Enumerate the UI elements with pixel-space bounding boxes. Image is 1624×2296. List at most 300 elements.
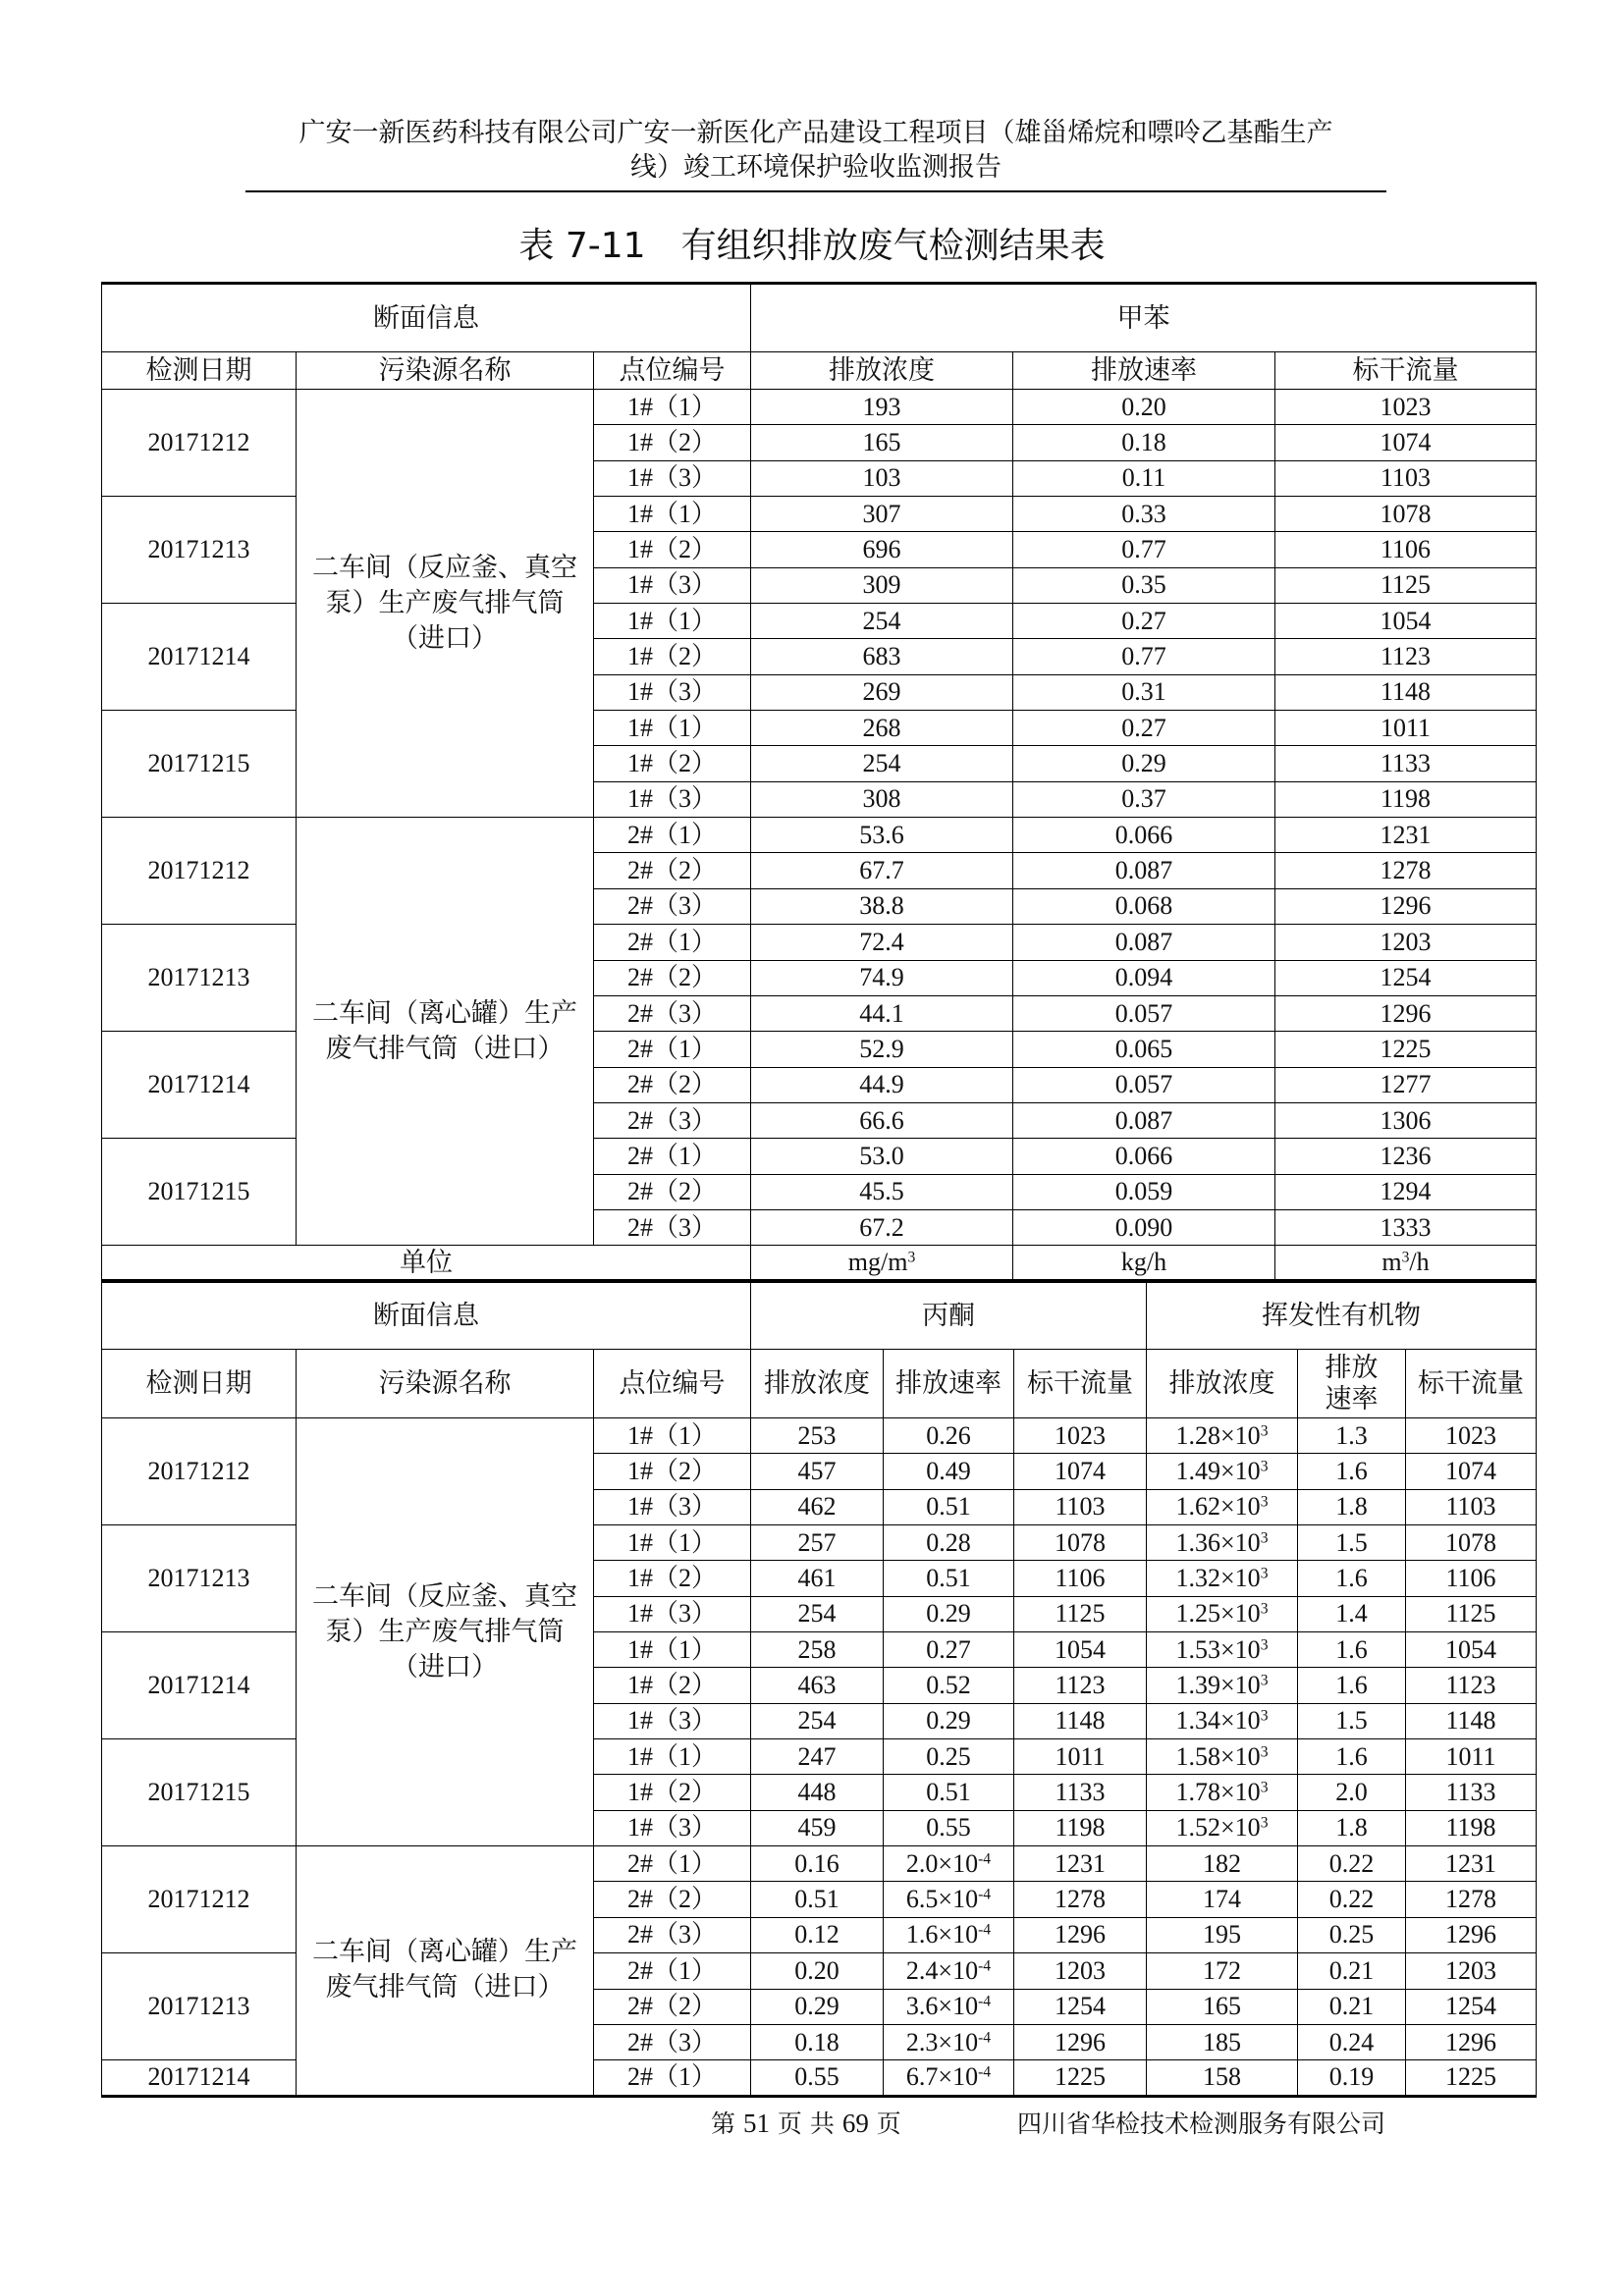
voc-concentration-exponent: 3	[1260, 1743, 1269, 1761]
concentration-cell: 308	[751, 781, 1013, 817]
acetone-rate-exponent: -4	[978, 1850, 992, 1868]
voc-flow-cell: 1011	[1406, 1739, 1537, 1775]
concentration-cell: 74.9	[751, 960, 1013, 995]
voc-concentration-cell	[1147, 1596, 1298, 1631]
point-cell: 1#（2）	[594, 425, 751, 460]
acetone-rate-cell	[884, 1917, 1014, 1952]
acetone-rate-cell: 0.27	[884, 1632, 1014, 1668]
section-info-header: 断面信息	[102, 1283, 751, 1350]
toluene-table	[101, 282, 1537, 1282]
concentration-cell: 254	[751, 746, 1013, 781]
point-cell: 2#（3）	[594, 2024, 751, 2059]
point-cell: 1#（2）	[594, 1454, 751, 1489]
acetone-concentration-cell: 0.51	[751, 1882, 884, 1917]
acetone-flow-cell: 1054	[1014, 1632, 1147, 1668]
acetone-concentration-cell: 463	[751, 1668, 884, 1703]
acetone-rate-cell: 0.51	[884, 1489, 1014, 1524]
rate-cell: 0.068	[1013, 888, 1275, 924]
point-cell: 1#（1）	[594, 390, 751, 425]
rate-cell: 0.094	[1013, 960, 1275, 995]
rate-cell: 0.37	[1013, 781, 1275, 817]
unit-flow: $m^3/h$	[1275, 1246, 1537, 1281]
point-cell: 1#（2）	[594, 1668, 751, 1703]
point-cell: 2#（3）	[594, 1209, 751, 1245]
acetone-group-header: 丙酮	[751, 1283, 1147, 1350]
voc-rate-cell: 0.22	[1298, 1882, 1406, 1917]
concentration-cell: 53.6	[751, 818, 1013, 853]
flow-cell: 1306	[1275, 1102, 1537, 1138]
voc-concentration-exponent: 3	[1260, 1707, 1269, 1725]
acetone-concentration-cell: 457	[751, 1454, 884, 1489]
voc-rate-cell: 0.19	[1298, 2060, 1406, 2096]
flow-cell: 1254	[1275, 960, 1537, 995]
point-cell: 2#（1）	[594, 818, 751, 853]
acetone-concentration-cell: 254	[751, 1703, 884, 1738]
voc-flow-cell: 1198	[1406, 1810, 1537, 1845]
point-cell: 1#（2）	[594, 639, 751, 674]
point-cell: 1#（3）	[594, 1810, 751, 1845]
acetone-rate-cell: 0.29	[884, 1596, 1014, 1631]
col-header-rate: 排放速率	[1013, 352, 1275, 390]
concentration-cell: 66.6	[751, 1102, 1013, 1138]
voc-concentration-exponent: 3	[1260, 1814, 1269, 1832]
source-cell	[297, 818, 594, 1246]
acetone-concentration-cell: 247	[751, 1739, 884, 1775]
table-row	[102, 390, 1537, 425]
voc-concentration-cell: 182	[1147, 1846, 1298, 1882]
point-cell: 1#（1）	[594, 604, 751, 639]
flow-cell: 1123	[1275, 639, 1537, 674]
flow-cell: 1148	[1275, 674, 1537, 710]
concentration-cell: 309	[751, 567, 1013, 603]
voc-rate-cell: 1.8	[1298, 1489, 1406, 1524]
date-cell: 20171213	[102, 1953, 297, 2060]
acetone-concentration-cell: 461	[751, 1561, 884, 1596]
acetone-concentration-cell: 0.29	[751, 1989, 884, 2024]
table-row	[102, 818, 1537, 853]
acetone-flow-cell: 1296	[1014, 1917, 1147, 1952]
voc-concentration-cell	[1147, 1810, 1298, 1845]
col-header-acetone-rate: 排放速率	[884, 1350, 1014, 1418]
flow-cell: 1103	[1275, 460, 1537, 496]
rate-cell: 0.33	[1013, 497, 1275, 532]
acetone-concentration-cell: 0.12	[751, 1917, 884, 1952]
date-cell: 20171214	[102, 1632, 297, 1739]
col-header-voc-flow: 标干流量	[1406, 1350, 1537, 1418]
rate-cell: 0.057	[1013, 995, 1275, 1031]
date-cell: 20171215	[102, 711, 297, 818]
acetone-flow-cell: 1103	[1014, 1489, 1147, 1524]
point-cell: 2#（1）	[594, 1032, 751, 1067]
date-cell: 20171215	[102, 1139, 297, 1246]
point-cell: 1#（2）	[594, 746, 751, 781]
voc-flow-cell: 1125	[1406, 1596, 1537, 1631]
concentration-cell: 67.2	[751, 1209, 1013, 1245]
voc-concentration-mantissa: 1.62×10	[1175, 1492, 1261, 1522]
acetone-concentration-cell: 0.18	[751, 2024, 884, 2059]
voc-concentration-cell	[1147, 1561, 1298, 1596]
concentration-cell: 683	[751, 639, 1013, 674]
concentration-cell: 307	[751, 497, 1013, 532]
acetone-rate-cell: 0.51	[884, 1561, 1014, 1596]
acetone-rate-mantissa: 6.5×10	[905, 1885, 979, 1914]
concentration-cell: 44.9	[751, 1067, 1013, 1102]
acetone-rate-exponent: -4	[978, 1957, 992, 1975]
voc-concentration-mantissa: 1.58×10	[1175, 1741, 1261, 1771]
rate-cell: 0.77	[1013, 639, 1275, 674]
point-cell: 2#（1）	[594, 1139, 751, 1174]
concentration-cell: 696	[751, 532, 1013, 567]
acetone-concentration-cell: 462	[751, 1489, 884, 1524]
date-cell: 20171214	[102, 604, 297, 711]
voc-concentration-cell: 174	[1147, 1882, 1298, 1917]
acetone-rate-exponent: -4	[978, 1921, 992, 1939]
flow-cell: 1125	[1275, 567, 1537, 603]
acetone-flow-cell: 1198	[1014, 1810, 1147, 1845]
acetone-rate-cell	[884, 2024, 1014, 2059]
date-cell: 20171214	[102, 1032, 297, 1139]
voc-concentration-mantissa: 1.36×10	[1175, 1527, 1261, 1557]
voc-concentration-exponent: 3	[1260, 1565, 1269, 1582]
flow-cell: 1198	[1275, 781, 1537, 817]
acetone-concentration-cell: 0.16	[751, 1846, 884, 1882]
voc-concentration-cell	[1147, 1739, 1298, 1775]
acetone-rate-cell: 0.29	[884, 1703, 1014, 1738]
voc-concentration-cell: 165	[1147, 1989, 1298, 2024]
acetone-rate-mantissa: 2.3×10	[905, 2027, 979, 2056]
voc-flow-cell: 1296	[1406, 1917, 1537, 1952]
point-cell: 1#（1）	[594, 1739, 751, 1775]
voc-flow-cell: 1078	[1406, 1525, 1537, 1561]
point-cell: 1#（3）	[594, 1703, 751, 1738]
voc-flow-cell: 1054	[1406, 1632, 1537, 1668]
toluene-group-header: 甲苯	[751, 284, 1537, 352]
voc-concentration-cell	[1147, 1632, 1298, 1668]
flow-cell: 1133	[1275, 746, 1537, 781]
acetone-flow-cell: 1254	[1014, 1989, 1147, 2024]
point-cell: 2#（1）	[594, 925, 751, 960]
point-cell: 2#（2）	[594, 960, 751, 995]
flow-cell: 1106	[1275, 532, 1537, 567]
rate-cell: 0.066	[1013, 1139, 1275, 1174]
acetone-rate-cell	[884, 2060, 1014, 2096]
voc-flow-cell: 1254	[1406, 1989, 1537, 2024]
acetone-concentration-cell: 257	[751, 1525, 884, 1561]
point-cell: 1#（1）	[594, 1632, 751, 1668]
flow-cell: 1294	[1275, 1174, 1537, 1209]
voc-concentration-exponent: 3	[1260, 1636, 1269, 1654]
voc-rate-cell: 1.3	[1298, 1418, 1406, 1454]
col-header-voc-concentration: 排放浓度	[1147, 1350, 1298, 1418]
point-cell: 1#（3）	[594, 781, 751, 817]
acetone-flow-cell: 1231	[1014, 1846, 1147, 1882]
voc-concentration-mantissa: 1.32×10	[1175, 1564, 1261, 1593]
flow-cell: 1296	[1275, 888, 1537, 924]
voc-group-header: 挥发性有机物	[1147, 1283, 1537, 1350]
date-cell: 20171213	[102, 925, 297, 1032]
acetone-rate-cell	[884, 1989, 1014, 2024]
voc-concentration-mantissa: 1.34×10	[1175, 1706, 1261, 1735]
point-cell: 2#（3）	[594, 1917, 751, 1952]
voc-concentration-exponent: 3	[1260, 1458, 1269, 1475]
voc-rate-cell: 1.8	[1298, 1810, 1406, 1845]
voc-concentration-exponent: 3	[1260, 1600, 1269, 1618]
date-cell: 20171212	[102, 1418, 297, 1525]
rate-cell: 0.31	[1013, 674, 1275, 710]
acetone-flow-cell: 1074	[1014, 1454, 1147, 1489]
point-cell: 2#（3）	[594, 1102, 751, 1138]
voc-concentration-cell	[1147, 1775, 1298, 1810]
point-cell: 1#（1）	[594, 1525, 751, 1561]
concentration-cell: 45.5	[751, 1174, 1013, 1209]
date-cell: 20171215	[102, 1739, 297, 1846]
voc-rate-cell: 1.5	[1298, 1703, 1406, 1738]
voc-concentration-cell: 185	[1147, 2024, 1298, 2059]
voc-flow-cell: 1278	[1406, 1882, 1537, 1917]
date-cell: 20171212	[102, 818, 297, 925]
rate-cell: 0.20	[1013, 390, 1275, 425]
voc-flow-cell: 1296	[1406, 2024, 1537, 2059]
acetone-concentration-cell: 253	[751, 1418, 884, 1454]
col-header-acetone-flow: 标干流量	[1014, 1350, 1147, 1418]
point-cell: 1#（3）	[594, 567, 751, 603]
acetone-rate-cell: 0.52	[884, 1668, 1014, 1703]
col-header-source: 污染源名称	[297, 352, 594, 390]
acetone-concentration-cell: 0.20	[751, 1953, 884, 1989]
point-cell: 1#（2）	[594, 1775, 751, 1810]
table-row	[102, 1846, 1537, 1882]
rate-cell: 0.057	[1013, 1067, 1275, 1102]
voc-flow-cell: 1225	[1406, 2060, 1537, 2096]
point-cell: 1#（1）	[594, 1418, 751, 1454]
acetone-flow-cell: 1296	[1014, 2024, 1147, 2059]
voc-flow-cell: 1231	[1406, 1846, 1537, 1882]
acetone-concentration-cell: 254	[751, 1596, 884, 1631]
voc-rate-cell: 1.6	[1298, 1454, 1406, 1489]
voc-flow-cell: 1123	[1406, 1668, 1537, 1703]
voc-rate-cell: 0.25	[1298, 1917, 1406, 1952]
acetone-rate-mantissa: 6.7×10	[905, 2062, 979, 2092]
rate-cell: 0.065	[1013, 1032, 1275, 1067]
concentration-cell: 269	[751, 674, 1013, 710]
voc-concentration-mantissa: 1.28×10	[1175, 1420, 1261, 1450]
acetone-concentration-cell: 448	[751, 1775, 884, 1810]
source-name: 二车间（反应釜、真空泵）生产废气排气筒（进口）	[312, 1580, 577, 1682]
voc-rate-cell: 0.24	[1298, 2024, 1406, 2059]
voc-flow-cell: 1074	[1406, 1454, 1537, 1489]
point-cell: 2#（1）	[594, 1846, 751, 1882]
voc-flow-cell: 1203	[1406, 1953, 1537, 1989]
unit-label: 单位	[102, 1246, 751, 1281]
voc-concentration-mantissa: 1.52×10	[1175, 1813, 1261, 1842]
acetone-flow-cell: 1133	[1014, 1775, 1147, 1810]
voc-rate-cell: 2.0	[1298, 1775, 1406, 1810]
acetone-flow-cell: 1278	[1014, 1882, 1147, 1917]
point-cell: 1#（2）	[594, 1561, 751, 1596]
flow-cell: 1011	[1275, 711, 1537, 746]
source-cell	[297, 390, 594, 818]
date-cell: 20171214	[102, 2060, 297, 2096]
col-header-point: 点位编号	[594, 1350, 751, 1418]
acetone-rate-mantissa: 1.6×10	[905, 1920, 979, 1949]
report-header-line2: 线）竣工环境保护验收监测报告	[630, 152, 1001, 183]
col-header-source: 污染源名称	[297, 1350, 594, 1418]
concentration-cell: 103	[751, 460, 1013, 496]
date-cell: 20171213	[102, 1525, 297, 1632]
rate-cell: 0.18	[1013, 425, 1275, 460]
voc-concentration-exponent: 3	[1260, 1779, 1269, 1796]
point-cell: 2#（2）	[594, 1882, 751, 1917]
acetone-rate-mantissa: 3.6×10	[905, 1992, 979, 2021]
acetone-flow-cell: 1203	[1014, 1953, 1147, 1989]
col-header-acetone-concentration: 排放浓度	[751, 1350, 884, 1418]
rate-cell: 0.29	[1013, 746, 1275, 781]
table-title: 表 7-11 有组织排放废气检测结果表	[518, 226, 1106, 266]
voc-rate-cell: 0.21	[1298, 1989, 1406, 2024]
rate-cell: 0.27	[1013, 711, 1275, 746]
source-cell	[297, 1418, 594, 1846]
acetone-rate-cell	[884, 1846, 1014, 1882]
acetone-flow-cell: 1023	[1014, 1418, 1147, 1454]
voc-flow-cell: 1023	[1406, 1418, 1537, 1454]
source-name: 二车间（离心罐）生产废气排气筒（进口）	[312, 1937, 577, 2003]
report-header-line1: 广安一新医药科技有限公司广安一新医化产品建设工程项目（雄甾烯烷和嘌呤乙基酯生产	[298, 118, 1333, 148]
source-name: 二车间（离心罐）生产废气排气筒（进口）	[312, 997, 577, 1064]
point-cell: 2#（1）	[594, 1953, 751, 1989]
flow-cell: 1078	[1275, 497, 1537, 532]
flow-cell: 1236	[1275, 1139, 1537, 1174]
acetone-rate-cell	[884, 1953, 1014, 1989]
flow-cell: 1278	[1275, 853, 1537, 888]
point-cell: 1#（3）	[594, 1596, 751, 1631]
concentration-cell: 52.9	[751, 1032, 1013, 1067]
voc-rate-cell: 1.5	[1298, 1525, 1406, 1561]
acetone-rate-mantissa: 2.0×10	[905, 1848, 979, 1878]
voc-concentration-cell: 172	[1147, 1953, 1298, 1989]
unit-rate: kg/h	[1013, 1246, 1275, 1281]
voc-concentration-exponent: 3	[1260, 1422, 1269, 1440]
voc-concentration-cell	[1147, 1489, 1298, 1524]
acetone-rate-cell: 0.25	[884, 1739, 1014, 1775]
acetone-rate-exponent: -4	[978, 1993, 992, 2010]
unit-concentration: $mg/m^3$	[751, 1246, 1013, 1281]
col-header-concentration: 排放浓度	[751, 352, 1013, 390]
col-header-point: 点位编号	[594, 352, 751, 390]
acetone-concentration-cell: 258	[751, 1632, 884, 1668]
rate-cell: 0.087	[1013, 1102, 1275, 1138]
acetone-flow-cell: 1106	[1014, 1561, 1147, 1596]
acetone-concentration-cell: 0.55	[751, 2060, 884, 2096]
acetone-flow-cell: 1225	[1014, 2060, 1147, 2096]
col-header-voc-rate: 排放速率	[1298, 1350, 1406, 1418]
concentration-cell: 254	[751, 604, 1013, 639]
acetone-flow-cell: 1125	[1014, 1596, 1147, 1631]
voc-concentration-cell	[1147, 1525, 1298, 1561]
acetone-concentration-cell: 459	[751, 1810, 884, 1845]
voc-concentration-cell: 195	[1147, 1917, 1298, 1952]
flow-cell: 1296	[1275, 995, 1537, 1031]
rate-cell: 0.77	[1013, 532, 1275, 567]
flow-cell: 1225	[1275, 1032, 1537, 1067]
point-cell: 2#（3）	[594, 995, 751, 1031]
flow-cell: 1074	[1275, 425, 1537, 460]
date-cell: 20171213	[102, 497, 297, 604]
acetone-rate-exponent: -4	[978, 2063, 992, 2081]
acetone-rate-cell	[884, 1882, 1014, 1917]
source-cell	[297, 1846, 594, 2096]
voc-concentration-mantissa: 1.25×10	[1175, 1599, 1261, 1629]
voc-concentration-cell	[1147, 1454, 1298, 1489]
concentration-cell: 44.1	[751, 995, 1013, 1031]
concentration-cell: 38.8	[751, 888, 1013, 924]
voc-concentration-cell: 158	[1147, 2060, 1298, 2096]
acetone-flow-cell: 1011	[1014, 1739, 1147, 1775]
date-cell: 20171212	[102, 1846, 297, 1953]
acetone-rate-exponent: -4	[978, 2028, 992, 2046]
rate-cell: 0.27	[1013, 604, 1275, 639]
acetone-rate-cell: 0.28	[884, 1525, 1014, 1561]
voc-flow-cell: 1106	[1406, 1561, 1537, 1596]
point-cell: 1#（2）	[594, 532, 751, 567]
voc-rate-cell: 1.6	[1298, 1561, 1406, 1596]
acetone-flow-cell: 1123	[1014, 1668, 1147, 1703]
rate-cell: 0.087	[1013, 925, 1275, 960]
point-cell: 1#（1）	[594, 711, 751, 746]
voc-concentration-cell	[1147, 1703, 1298, 1738]
concentration-cell: 193	[751, 390, 1013, 425]
voc-concentration-mantissa: 1.49×10	[1175, 1457, 1261, 1486]
voc-concentration-mantissa: 1.53×10	[1175, 1634, 1261, 1664]
concentration-cell: 53.0	[751, 1139, 1013, 1174]
flow-cell: 1277	[1275, 1067, 1537, 1102]
acetone-rate-cell: 0.51	[884, 1775, 1014, 1810]
concentration-cell: 72.4	[751, 925, 1013, 960]
acetone-rate-exponent: -4	[978, 1886, 992, 1903]
point-cell: 2#（1）	[594, 2060, 751, 2096]
concentration-cell: 165	[751, 425, 1013, 460]
flow-cell: 1231	[1275, 818, 1537, 853]
point-cell: 2#（3）	[594, 888, 751, 924]
rate-cell: 0.35	[1013, 567, 1275, 603]
voc-flow-cell: 1148	[1406, 1703, 1537, 1738]
acetone-voc-table	[101, 1282, 1537, 2098]
rate-cell: 0.059	[1013, 1174, 1275, 1209]
source-name: 二车间（反应釜、真空泵）生产废气排气筒（进口）	[312, 552, 577, 654]
voc-concentration-mantissa: 1.78×10	[1175, 1778, 1261, 1807]
acetone-flow-cell: 1148	[1014, 1703, 1147, 1738]
acetone-rate-cell: 0.49	[884, 1454, 1014, 1489]
section-info-header: 断面信息	[102, 284, 751, 352]
voc-rate-cell: 1.6	[1298, 1739, 1406, 1775]
concentration-cell: 268	[751, 711, 1013, 746]
col-header-date: 检测日期	[102, 1350, 297, 1418]
voc-flow-cell: 1103	[1406, 1489, 1537, 1524]
report-header	[245, 116, 1386, 185]
point-cell: 1#（1）	[594, 497, 751, 532]
voc-rate-cell: 0.21	[1298, 1953, 1406, 1989]
flow-cell: 1203	[1275, 925, 1537, 960]
col-header-date: 检测日期	[102, 352, 297, 390]
header-rule	[245, 190, 1386, 192]
col-header-flow: 标干流量	[1275, 352, 1537, 390]
voc-concentration-exponent: 3	[1260, 1493, 1269, 1511]
voc-concentration-cell	[1147, 1668, 1298, 1703]
acetone-rate-mantissa: 2.4×10	[905, 1955, 979, 1985]
voc-rate-cell: 1.4	[1298, 1596, 1406, 1631]
rate-cell: 0.11	[1013, 460, 1275, 496]
voc-concentration-exponent: 3	[1260, 1529, 1269, 1547]
point-cell: 2#（2）	[594, 1067, 751, 1102]
